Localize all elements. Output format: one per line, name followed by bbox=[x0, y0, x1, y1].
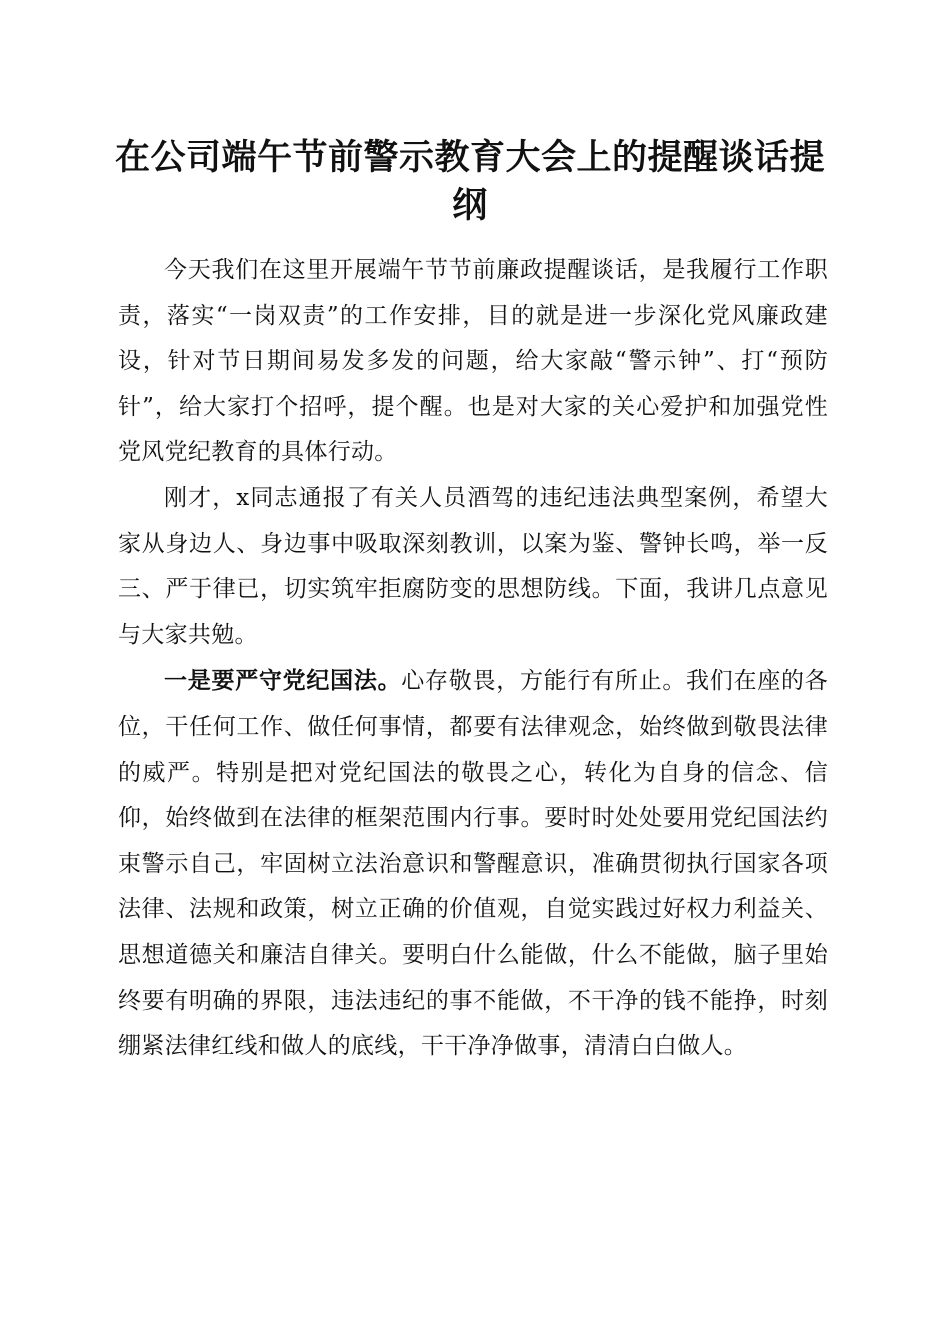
paragraph-point-one bbox=[118, 658, 828, 1069]
document-body bbox=[118, 248, 828, 1070]
paragraph-case-notice: 刚才，x同志通报了有关人员酒驾的违纪违法典型案例，希望大家从身边人、身边事中吸取深刻教训，以案为鉴、警钟长鸣，举一反三、严于律已，切实筑牢拒腐防变的思想防线。下面，我讲几点意见与大家共勉。 bbox=[118, 484, 828, 648]
document-title: 在公司端午节前警示教育大会上的提醒谈话提纲 bbox=[114, 137, 825, 226]
point-one-body: 心存敬畏，方能行有所止。我们在座的各位，干任何工作、做任何事情，都要有法律观念，始终做到敬畏法律的威严。特别是把对党纪国法的敬畏之心，转化为自身的信念、信仰，始终做到在法律的框架范围内行事。要时时处处要用党纪国法约束警示自己，牢固树立法治意识和警醒意识，准确贯彻执行国家各项法律、法规和政策，树立正确的价值观，自觉实践过好权力利益关、思想道德关和廉洁自律关。要明白什么能做，什么不能做，脑子里始终要有明确的界限，违法违纪的事不能做，不干净的钱不能挣，时刻绷紧法律红线和做人的底线，干干净净做事，清清白白做人。 bbox=[118, 668, 828, 1060]
point-one-heading: 一是要严守党纪国法。 bbox=[164, 667, 402, 695]
paragraph-opening: 今天我们在这里开展端午节节前廉政提醒谈话，是我履行工作职责，落实“一岗双责”的工作安排，目的就是进一步深化党风廉政建设，针对节日期间易发多发的问题，给大家敲“警示钟”、打“预防针”，给大家打个招呼，提个醒。也是对大家的关心爱护和加强党性党风党纪教育的具体行动。 bbox=[118, 257, 828, 466]
